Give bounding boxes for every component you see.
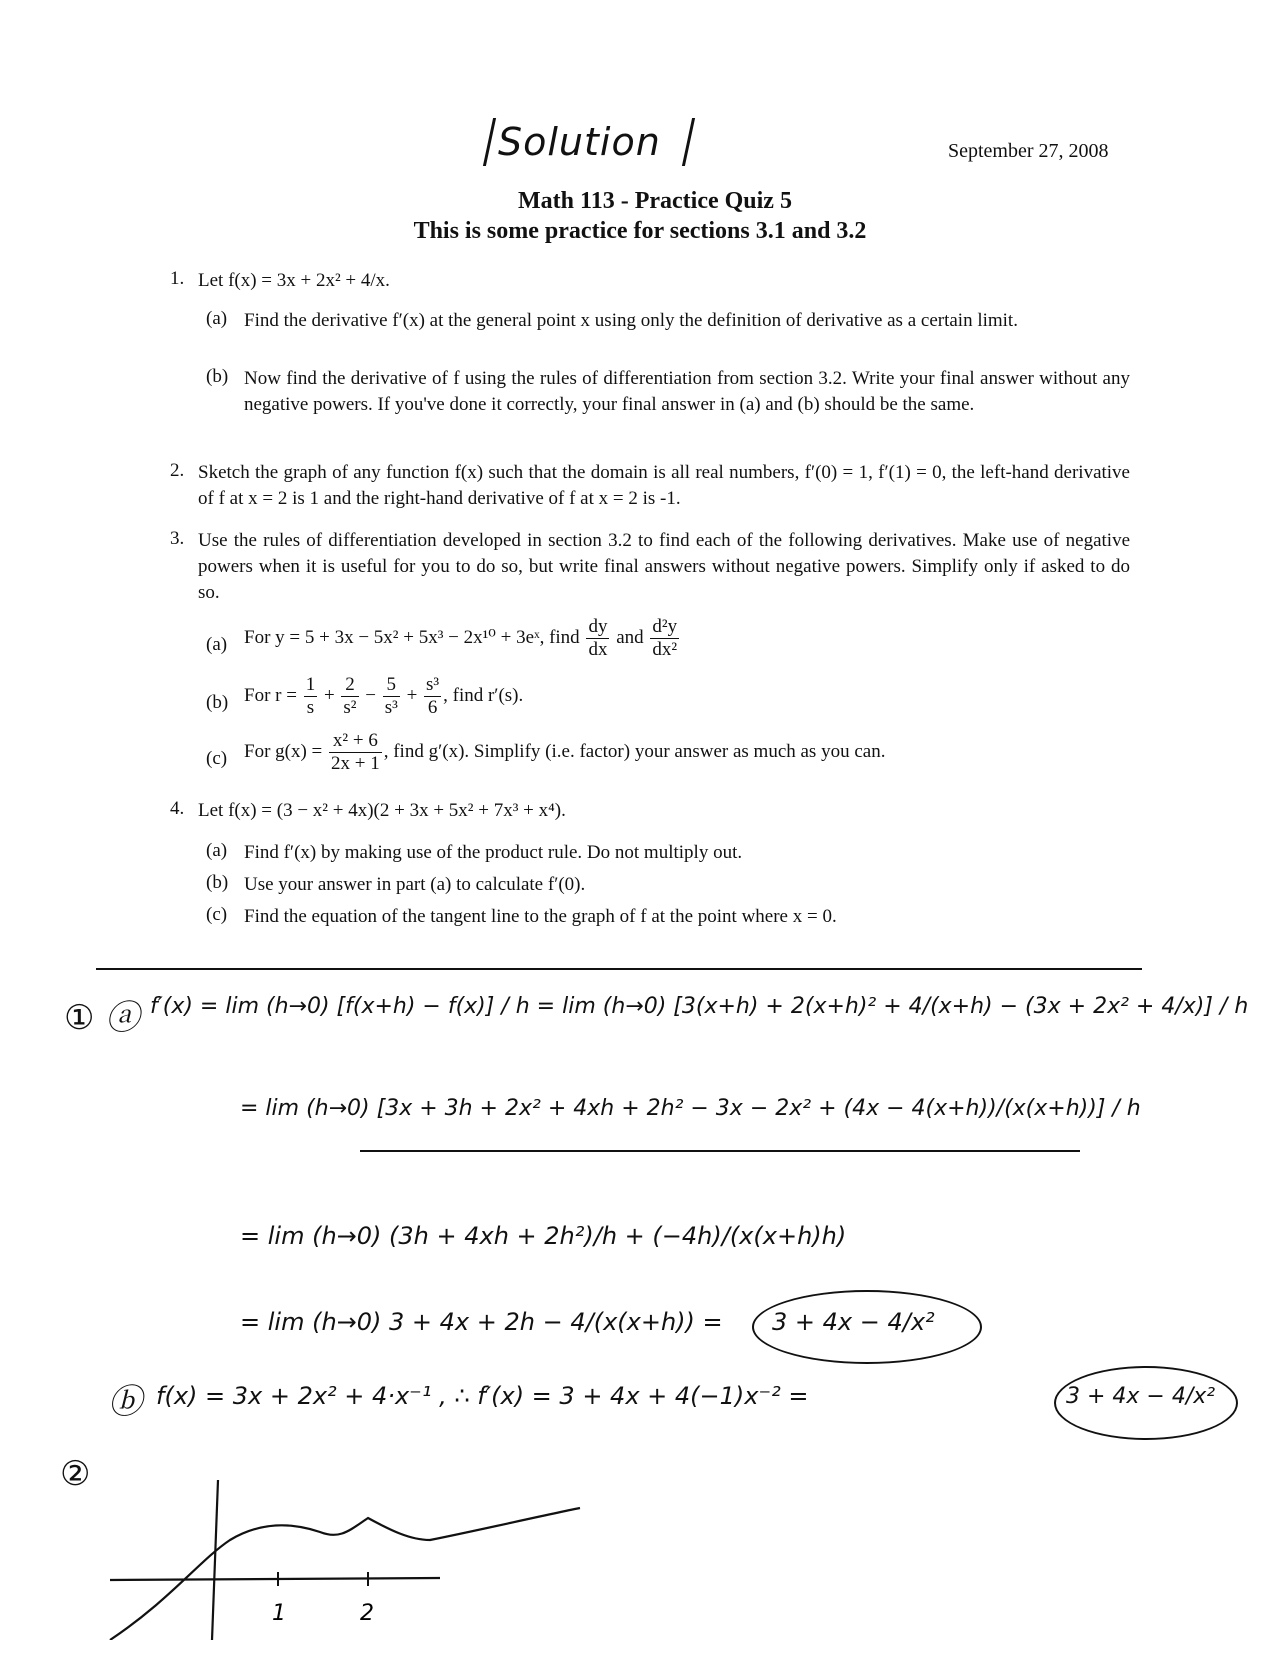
solution-line-4: = lim (h→0) 3 + 4x + 2h − 4/(x(x+h)) = xyxy=(240,1308,723,1336)
dy-dx-fraction: $\frac{dy}{dx}$ xyxy=(588,616,608,660)
solution-line-1: f′(x) = lim (h→0) [f(x+h) − f(x)] / h = lim (h→0) [3(x+h) + 2(x+h)² + 4/(x+h) − (3x + 2x² + 4/x)] / h xyxy=(150,994,1249,1019)
g-fraction: $\frac{\text{x² + 6}}{2x + 1}$ xyxy=(331,730,380,774)
solution-line-5: f(x) = 3x + 2x² + 4·x⁻¹ , ∴ f′(x) = 3 + 4x + 4(−1)x⁻² = xyxy=(156,1382,809,1410)
problem-3b-suffix: , find r′(s). xyxy=(443,684,524,706)
problem-4b-label: (b) xyxy=(206,872,229,893)
graph-curve xyxy=(110,1508,580,1640)
quiz-title: Math 113 - Practice Quiz 5 xyxy=(518,188,792,214)
problem-3a-prefix: For y = 5 + 3x − 5x² + 5x³ − 2x¹⁰ + 3eˣ, find xyxy=(244,626,580,648)
problem-3c-label: (c) xyxy=(206,748,228,769)
problem-3c-prefix: For g(x) = xyxy=(244,740,323,762)
problem-3a-label: (a) xyxy=(206,634,228,655)
problem-2-number: 2. xyxy=(170,460,185,481)
graph-y-axis xyxy=(212,1480,218,1640)
problem-4c-text: Find the equation of the tangent line to the graph of f at the point where x = 0. xyxy=(244,906,837,927)
solution-2-marker: ② xyxy=(60,1454,91,1494)
problem-4-stem: Let f(x) = (3 − x² + 4x)(2 + 3x + 5x² + 7x³ + x⁴). xyxy=(198,800,566,821)
problem-1b-label: (b) xyxy=(206,366,229,387)
problem-3-number: 3. xyxy=(170,528,185,549)
problem-1-number: 1. xyxy=(170,268,185,289)
graph-label-1: 1 xyxy=(272,1601,286,1626)
problem-1-stem: Let f(x) = 3x + 2x² + 4/x. xyxy=(198,270,390,291)
problem-3b-text: For r = $\frac{1}{s}$ + $\frac{2}{\text{s²}}$ − $\frac{5}{\text{s³}}$ + $\frac{\text{s³}}{6}$ , find r′(s). xyxy=(244,674,524,718)
problem-3c-suffix: , find g′(x). Simplify (i.e. factor) your answer as much as you can. xyxy=(383,740,886,762)
problem-1b-text: Now find the derivative of f using the rules of differentiation from section 3.2. Write your final answer without any negative powers. If you've done it correctly, your final answer in (a) and (b) should be the same. xyxy=(244,368,1130,415)
problem-4a-text: Find f′(x) by making use of the product rule. Do not multiply out. xyxy=(244,842,743,863)
problem-3a-text xyxy=(244,616,681,661)
problem-3c-text xyxy=(244,730,885,775)
solution-line-3: = lim (h→0) (3h + 4xh + 2h²)/h + (−4h)/(x(x+h)h) xyxy=(240,1222,847,1250)
quiz-subtitle: This is some practice for sections 3.1 and 3.2 xyxy=(413,218,867,244)
problem-4-number: 4. xyxy=(170,798,185,819)
problem-4b-text: Use your answer in part (a) to calculate f′(0). xyxy=(244,874,586,895)
problem-3b-prefix: For r = xyxy=(244,684,297,706)
problem-3b-label: (b) xyxy=(206,692,229,713)
problem-3-text: Use the rules of differentiation developed in section 3.2 to find each of the following derivatives. Make use of negative powers when it is useful for you to do so, but write final answers without negative powers. Simplify only if asked to do so. xyxy=(198,530,1130,603)
sketch-graph xyxy=(100,1460,620,1640)
d2y-dx2-fraction: $\frac{\text{d²y}}{\text{dx²}}$ xyxy=(652,616,678,660)
problem-2-text: Sketch the graph of any function f(x) such that the domain is all real numbers, f′(0) = 1, f′(1) = 0, the left-hand derivative of f at x = 2 is 1 and the right-hand derivative of f at x = 2 is -1. xyxy=(198,462,1130,509)
problem-4a-label: (a) xyxy=(206,840,228,861)
solution-answer-1b: 3 + 4x − 4/x² xyxy=(1066,1384,1216,1409)
graph-label-2: 2 xyxy=(360,1601,374,1626)
solution-1a-marker: ① ⓐ xyxy=(64,998,140,1038)
solution-1b-marker: ⓑ xyxy=(108,1382,142,1422)
fraction-bar-line-2 xyxy=(360,1150,1080,1152)
solution-answer-1a: 3 + 4x − 4/x² xyxy=(772,1308,935,1336)
problem-1a-label: (a) xyxy=(206,308,228,329)
graph-x-axis xyxy=(110,1578,440,1580)
problem-1a-text: Find the derivative f′(x) at the general point x using only the definition of derivative as a certain limit. xyxy=(244,310,1018,331)
section-divider xyxy=(96,968,1142,970)
solution-line-2: = lim (h→0) [3x + 3h + 2x² + 4xh + 2h² − 3x − 2x² + (4x − 4(x+h))/(x(x+h))] / h xyxy=(240,1096,1141,1121)
problem-4c-label: (c) xyxy=(206,904,228,925)
solution-label: Solution xyxy=(498,120,661,164)
problem-3a-and: and xyxy=(616,626,644,648)
quiz-date: September 27, 2008 xyxy=(948,140,1109,162)
